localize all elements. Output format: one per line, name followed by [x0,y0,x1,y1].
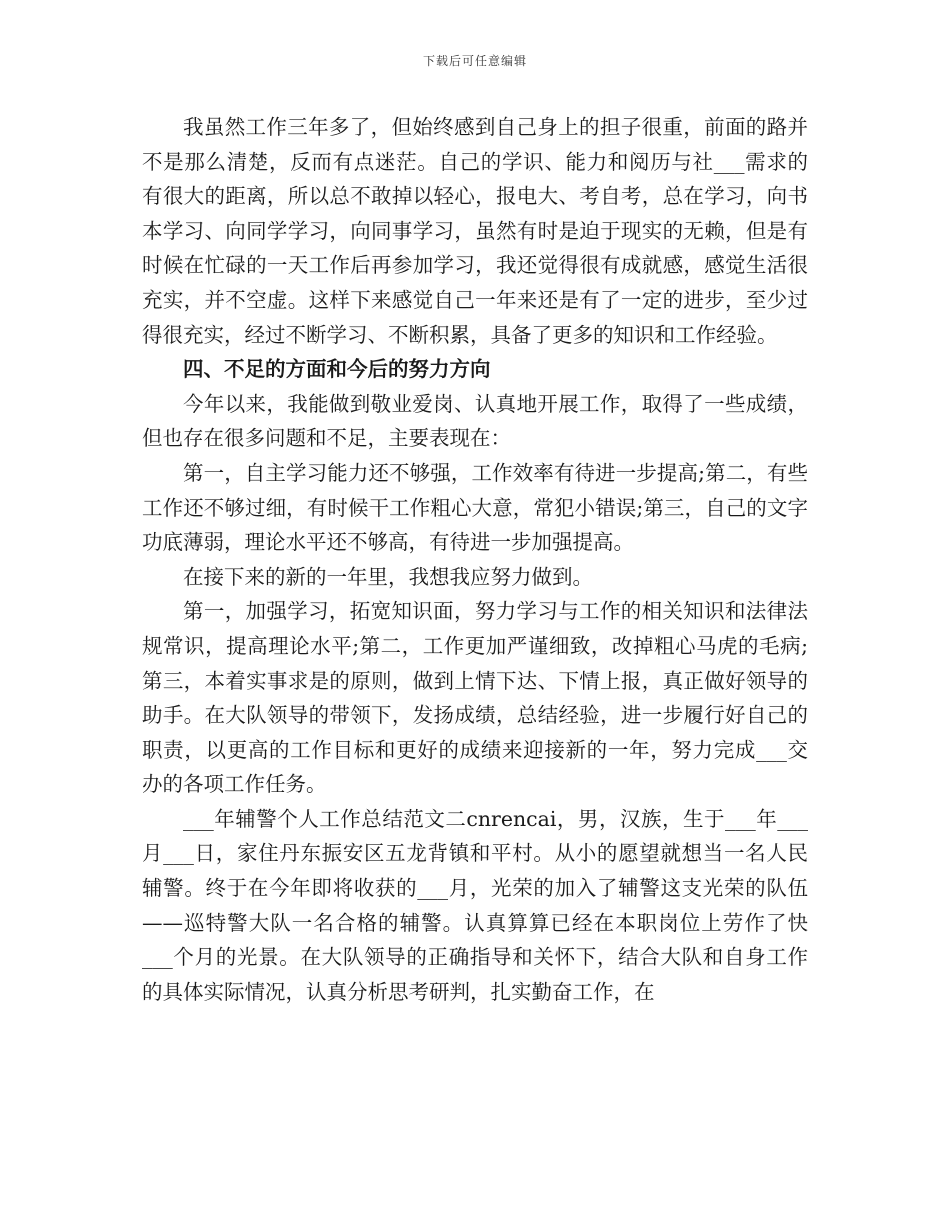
paragraph-intro-shortcomings: 今年以来，我能做到敬业爱岗、认真地开展工作，取得了一些成绩，但也存在很多问题和不足，主要表现在： [142,391,808,451]
page-header: 下载后可任意编辑 [422,54,527,68]
paragraph-shortcomings-list: 第一，自主学习能力还不够强，工作效率有待进一步提高;第二，有些工作还不够过细，有时候干工作粗心大意，常犯小错误;第三，自己的文字功底薄弱，理论水平还不够高，有待进一步加强提高。 [142,460,808,555]
document-body [142,110,808,1009]
paragraph-plans-list: 第一，加强学习，拓宽知识面，努力学习与工作的相关知识和法律法规常识，提高理论水平;第二，工作更加严谨细致，改掉粗心马虎的毛病;第三，本着实事求是的原则，做到上情下达、下情上报，真正做好领导的助手。在大队领导的带领下，发扬成绩，总结经验，进一步履行好自己的职责，以更高的工作目标和更好的成绩来迎接新的一年，努力完成___交办的各项工作任务。 [142,599,808,797]
paragraph-sample-two: ___年辅警个人工作总结范文二cnrencai，男，汉族，生于___年___月___日，家住丹东振安区五龙背镇和平村。从小的愿望就想当一名人民辅警。终于在今年即将收获的___月，光荣的加入了辅警这支光荣的队伍——巡特警大队一名合格的辅警。认真算算已经在本职岗位上劳作了快___个月的光景。在大队领导的正确指导和关怀下，结合大队和自身工作的具体实际情况，认真分析思考研判，扎实勤奋工作，在 [142,806,808,1004]
paragraph-study: 我虽然工作三年多了，但始终感到自己身上的担子很重，前面的路并不是那么清楚，反而有点迷茫。自己的学识、能力和阅历与社___需求的有很大的距离，所以总不敢掉以轻心，报电大、考自考，总在学习，向书本学习、向同学学习，向同事学习，虽然有时是迫于现实的无赖，但是有时候在忙碌的一天工作后再参加学习，我还觉得很有成就感，感觉生活很充实，并不空虚。这样下来感觉自己一年来还是有了一定的进步，至少过得很充实，经过不断学习、不断积累，具备了更多的知识和工作经验。 [142,115,808,347]
paragraph-next-year: 在接下来的新的一年里，我想我应努力做到。 [183,564,593,589]
section-heading: 四、不足的方面和今后的努力方向 [183,357,491,382]
